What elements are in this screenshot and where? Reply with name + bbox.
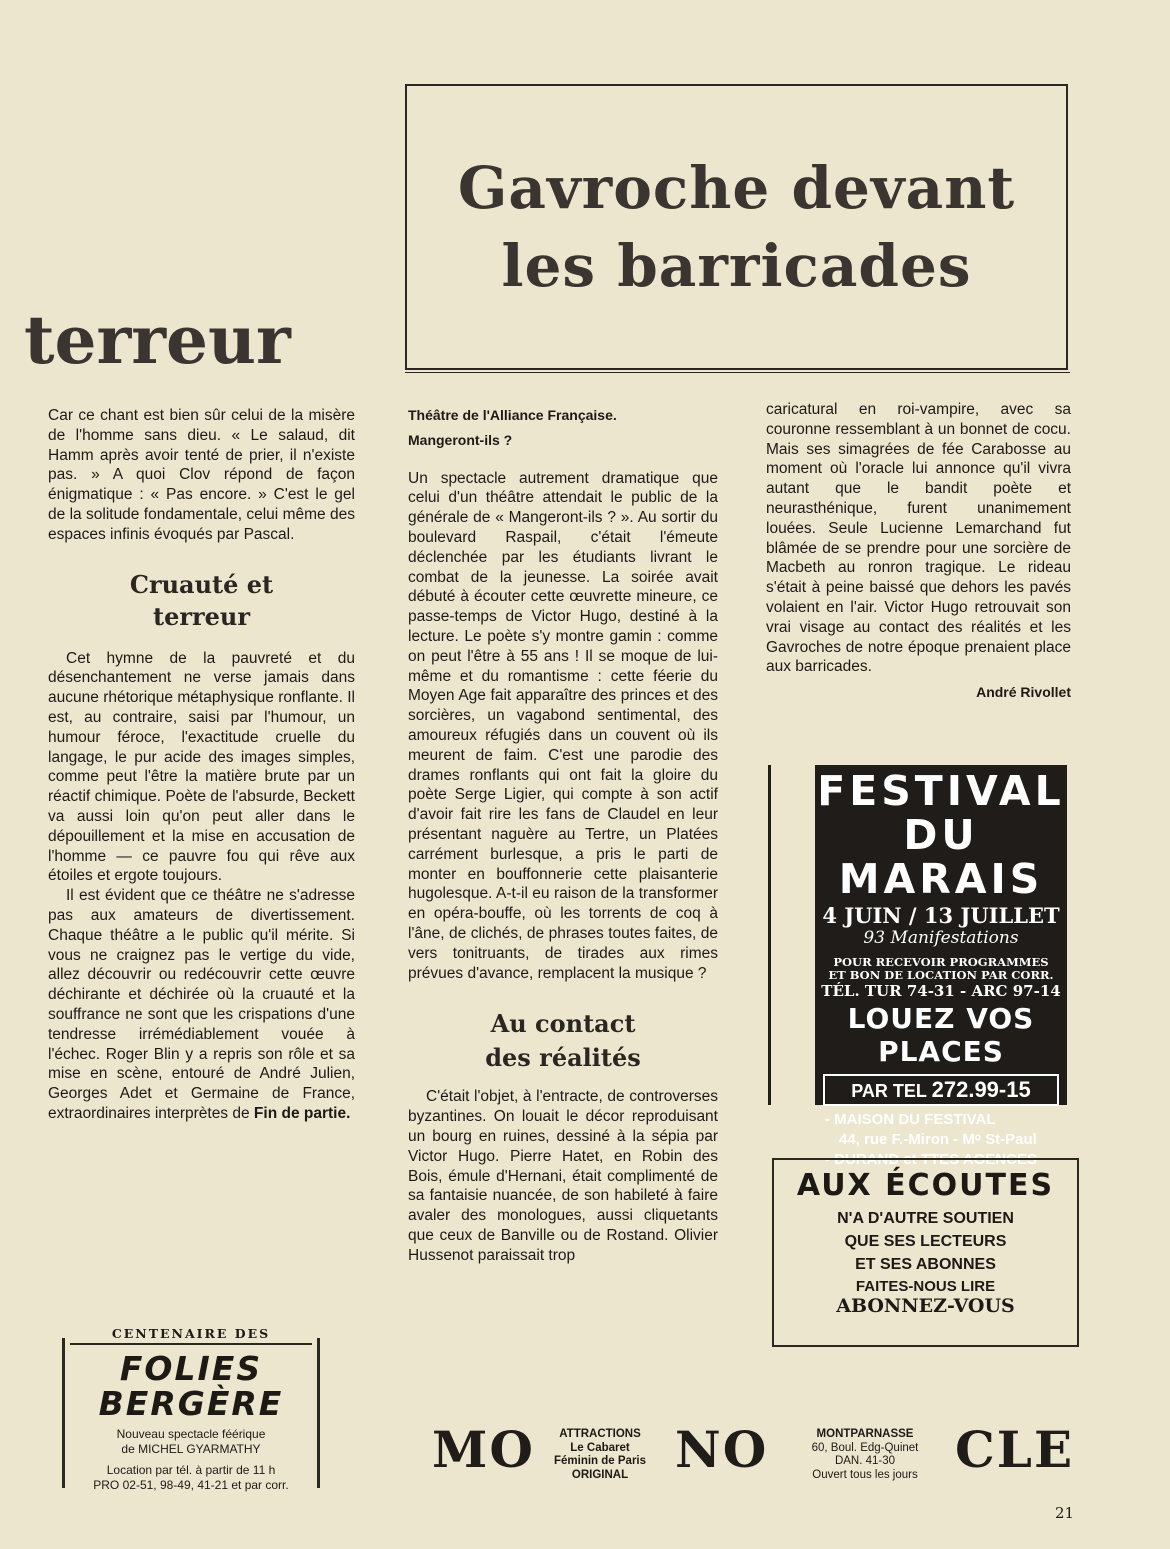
venue-line: Théâtre de l'Alliance Française. [408,407,617,423]
aux-line-1: N'A D'AUTRE SOUTIEN [837,1210,1014,1227]
middle-column [408,406,718,1265]
monocle-addr-3: DAN. 41-30 [834,1455,896,1467]
festival-par-tel: PAR TEL [851,1081,927,1101]
festival-phone: 272.99-15 [931,1077,1031,1102]
aux-ecoutes-ad [772,1158,1079,1347]
folies-sub-1: Nouveau spectacle féérique [116,1427,266,1441]
festival-title-1: FESTIVAL [817,767,1065,815]
monocle-mo: MO [432,1420,535,1479]
folies-top-line: CENTENAIRE DES [111,1326,271,1341]
monocle-attr-3: Féminin de Paris [553,1455,647,1467]
middle-paragraph-1: Un spectacle autrement dramatique que celui d'un théâtre attendait le public de la générale de « Mangeront-ils ? ». Au sortir du boulevard Raspail, c'était l'émeute déclenchée par les étudiants livrant le combat de la jeunesse. La soirée avait débuté à écouter cette œuvrette mineure, ce passe-temps de Victor Hugo, destiné à la lecture. Le poète s'y montre gamin : comme on peut l'être à 55 ans ! Il se moque de lui-même et du romantisme : cette féerie du Moyen Age fait apparaître des princes et des sorcières, un vagabond sentimental, des amoureux réfugiés dans un couvent où ils meurent de faim. C'est une parodie des drames ronflants qui ont fait la gloire du poète Serge Ligier, qui compte à son actif d'avoir fait rire les fans de Claudel en leur présentant naguère au Tertre, un Platées carrément burlesque, a pris le parti de monter en bouffonnerie cette plaisanterie hugolesque. A-t-il eu raison de la transformer en opéra-bouffe, où les torrents de coq à l'âne, de clichés, de phrases toutes faites, de vers tonitruants, de tirades aux rimes prévues d'avance, remplacent la musique ? [408,469,718,982]
festival-title-2: DU MARAIS [838,811,1044,903]
festival-info-2: ET BON DE LOCATION PAR CORR. [828,968,1054,982]
left-subhead-line2: terreur [152,601,250,631]
author-signature: André Rivollet [976,684,1071,701]
headline-line2: les barricades [501,232,972,300]
middle-subhead [408,1007,718,1075]
right-paragraph: caricatural en roi-vampire, avec sa couronne ressemblant à un bonnet de cocu. Mais ses simagrées de fée Carabosse au moment où l'oracle lui annonce qu'il vivra autant que le bandit poète et neurasthénique, furent unanimement louées. Seule Lucienne Lemarchand fut blâmée de se prendre pour une sorcière de Macbeth au ronron tragique. Le rideau s'était à peine baissé que dehors les pavés volaient en l'air. Victor Hugo retrouvait son vrai visage au contact des réalités et les Gavroches de notre époque prenaient place aux barricades. [766,401,1071,676]
left-paragraph-3-text: Il est évident que ce théâtre ne s'adresse pas aux amateurs de divertissement. Chaque théâtre a le public qu'il mérite. Si vous ne craignez pas le vertige du vide, allez découvrir ou redécouvrir cette œuvre déchirante et déchirée où la cruauté et la souffrance ne sont que les crispations d'une tendresse irrémédiablement vouée à l'échec. Roger Blin y a repris son rôle et sa mise en scène, entouré de André Julien, Georges Adet et Germaine de France, extraordinaires interprètes de [48,887,355,1122]
monocle-cle: CLE [955,1420,1075,1479]
aux-line-3: ET SES ABONNES [855,1256,996,1273]
festival-addr-3: - DURAND et TTES AGENCES [825,1151,1037,1168]
headline-line1: Gavroche devant [457,154,1016,222]
monocle-address [780,1428,950,1482]
section-heading-fragment: terreur [24,301,291,379]
monocle-attractions [540,1428,660,1482]
festival-phone-box [823,1074,1059,1106]
festival-side-bar [768,765,771,1105]
monocle-attr-1: ATTRACTIONS [559,1428,641,1440]
aux-line-4: FAITES-NOUS LIRE [855,1278,996,1295]
left-subhead-line1: Cruauté et [129,569,274,599]
left-subhead [48,569,355,633]
monocle-no: NO [675,1420,769,1479]
aux-line-2: QUE SES LECTEURS [844,1233,1007,1250]
folies-name-1: FOLIES [119,1349,263,1388]
page-number: 21 [1055,1504,1075,1522]
monocle-addr-2: 60, Boul. Edg-Quinet [811,1441,919,1454]
left-paragraph-3-bold: Fin de partie. [253,1104,351,1122]
monocle-addr-1: MONTPARNASSE [816,1428,914,1440]
play-title: Mangeront-ils ? [408,431,513,448]
right-column [766,400,1071,703]
middle-paragraph-2: C'était l'objet, à l'entracte, de controverses byzantines. On louait le décor reproduisant un bourg en ruines, dessiné à la sépia par Victor Hugo. Pierre Hatet, en Robin des Bois, émule d'Hernani, était complimenté de sa fantaisie nuancée, de son habileté à faire avaler des monologues, aussi cliquetants que ceux de Banville ou de Rostand. Olivier Hussenot paraissait trop [408,1088,718,1264]
monocle-addr-4: Ouvert tous les jours [812,1468,918,1481]
festival-addr-1: - MAISON DU FESTIVAL [825,1111,996,1128]
left-column [48,406,355,1124]
festival-tel: TÉL. TUR 74-31 - ARC 97-14 [821,982,1061,1000]
middle-subhead-line2: des réalités [485,1043,641,1073]
folies-loc-1: Location par tél. à partir de 11 h [106,1463,276,1477]
aux-line-5: ABONNEZ-VOUS [836,1295,1015,1317]
monocle-attr-4: ORIGINAL [571,1468,629,1481]
folies-divider [70,1343,312,1345]
headline-rule [405,372,1070,373]
festival-count: 93 Manifestations [863,928,1019,948]
left-paragraph-3 [48,886,355,1124]
aux-title: AUX ÉCOUTES [796,1168,1055,1203]
folies-sub-2: de MICHEL GYARMATHY [121,1442,261,1456]
festival-louez: LOUEZ VOS PLACES [847,1002,1035,1068]
festival-addr-2: 44, rue F.-Miron - Mᵒ St-Paul [839,1131,1037,1148]
middle-subhead-line1: Au contact [490,1009,636,1039]
left-paragraph-2: Cet hymne de la pauvreté et du désenchantement ne verse jamais dans aucune rhétorique métaphysique ronflante. Il est, au contraire, saisi par l'humour, un humour féroce, l'exactitude cruelle du langage, le pur acide des images simples, comme peut l'être la matière brute par un réactif chimique. Poète de l'absurde, Beckett va aussi loin qu'on peut aller dans le dépouillement et la mise en accusation de l'homme — ce pauvre fou qui rêve aux étoiles et ergote toujours. [48,649,355,885]
folies-bergere-ad [62,1326,320,1492]
folies-loc-2: PRO 02-51, 98-49, 41-21 et par corr. [93,1478,289,1492]
headline-box [405,84,1068,370]
festival-ad [815,765,1067,1168]
festival-dates: 4 JUIN / 13 JUILLET [822,903,1060,928]
monocle-attr-2: Le Cabaret [570,1441,630,1454]
folies-name-2: BERGÈRE [98,1384,284,1423]
left-intro-paragraph: Car ce chant est bien sûr celui de la misère de l'homme sans dieu. « Le salaud, dit Hamm après avoir tenté de prier, il n'existe pas. » A quoi Clov répond de façon énigmatique : « Pas encore. » C'est le gel de la solitude fondamentale, celui même des espaces infinis évoqués par Pascal. [48,407,355,543]
festival-info-1: POUR RECEVOIR PROGRAMMES [833,955,1049,969]
